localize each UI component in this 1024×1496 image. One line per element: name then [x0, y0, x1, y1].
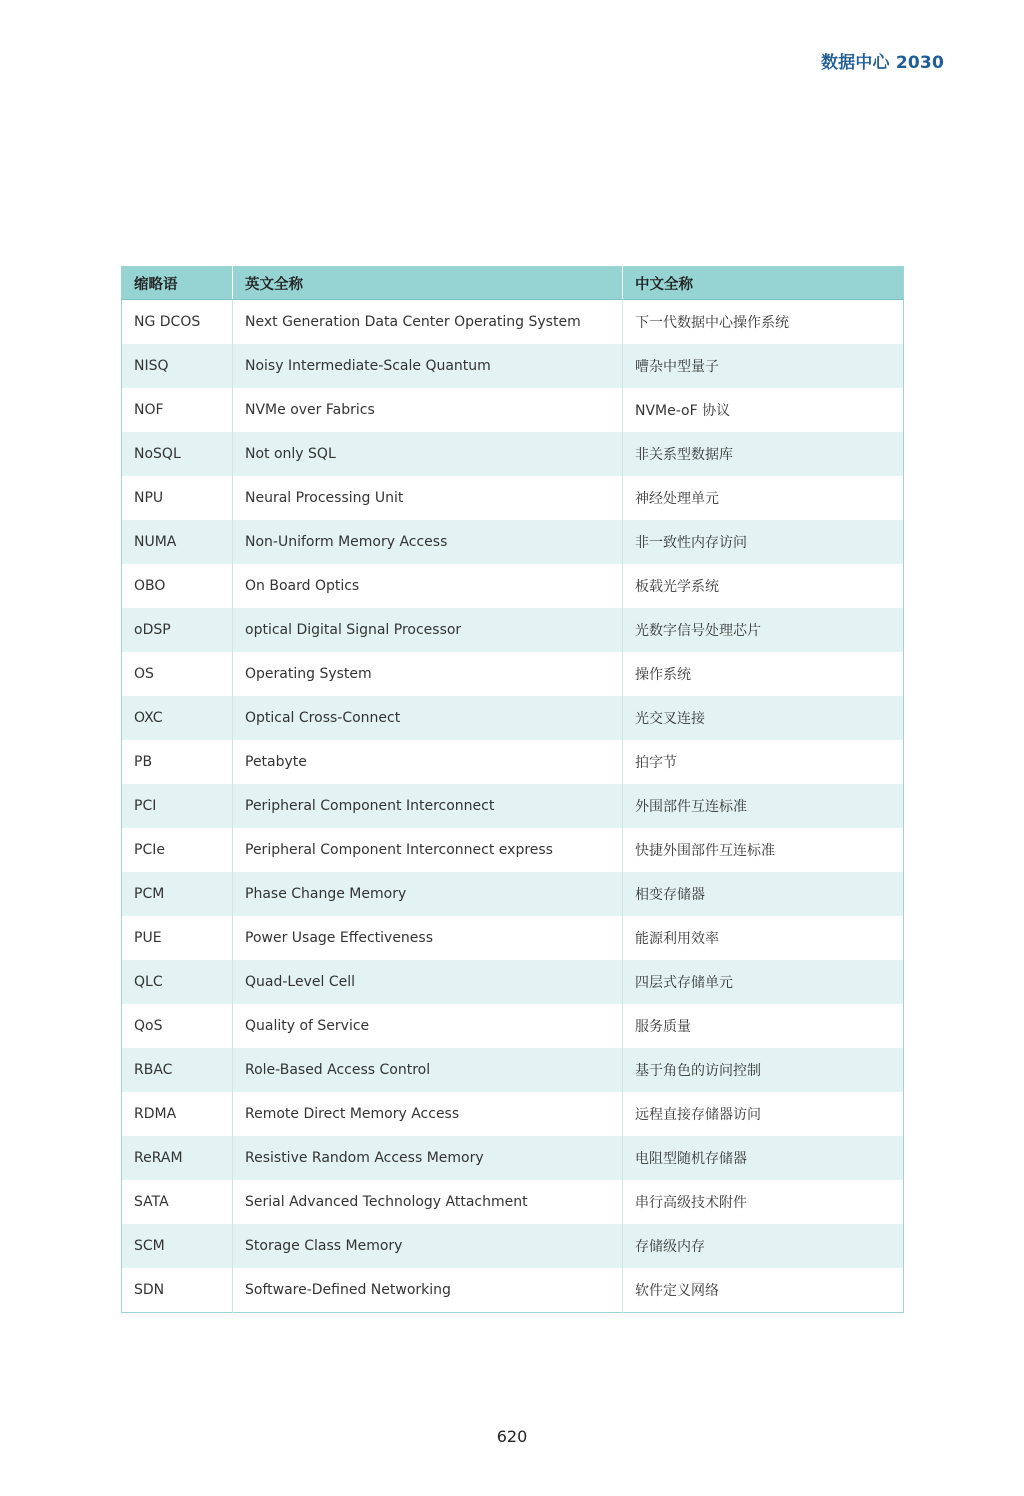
english-name-cell: Non-Uniform Memory Access [233, 520, 623, 564]
chinese-name-cell: 相变存储器 [623, 872, 904, 916]
abbreviation-cell: PB [122, 740, 233, 784]
table-row [122, 652, 904, 696]
abbreviation-cell: SATA [122, 1180, 233, 1224]
english-name-cell: Resistive Random Access Memory [233, 1136, 623, 1180]
abbreviation-cell: OBO [122, 564, 233, 608]
table-row [122, 872, 904, 916]
table-row [122, 476, 904, 520]
english-name-cell: Peripheral Component Interconnect express [233, 828, 623, 872]
table-row [122, 1224, 904, 1268]
chinese-name-cell: 四层式存储单元 [623, 960, 904, 1004]
chinese-name-cell: 基于角色的访问控制 [623, 1048, 904, 1092]
english-name-cell: Peripheral Component Interconnect [233, 784, 623, 828]
header-chinese-full-name: 中文全称 [623, 267, 904, 300]
table-header-row [122, 267, 904, 300]
table-row [122, 1136, 904, 1180]
chinese-name-cell: 非关系型数据库 [623, 432, 904, 476]
table-row [122, 344, 904, 388]
table-row [122, 696, 904, 740]
table-row [122, 432, 904, 476]
table-row [122, 740, 904, 784]
abbreviation-cell: NPU [122, 476, 233, 520]
abbreviation-cell: QoS [122, 1004, 233, 1048]
chinese-name-cell: 拍字节 [623, 740, 904, 784]
table-row [122, 828, 904, 872]
chinese-name-cell: 嘈杂中型量子 [623, 344, 904, 388]
page-number: 620 [496, 1427, 528, 1446]
english-name-cell: Storage Class Memory [233, 1224, 623, 1268]
abbreviation-cell: PCM [122, 872, 233, 916]
chinese-name-cell: 操作系统 [623, 652, 904, 696]
english-name-cell: NVMe over Fabrics [233, 388, 623, 432]
table-row [122, 300, 904, 345]
chinese-name-cell: 存储级内存 [623, 1224, 904, 1268]
table-row [122, 1048, 904, 1092]
chinese-name-cell: 电阻型随机存储器 [623, 1136, 904, 1180]
abbreviation-cell: PCIe [122, 828, 233, 872]
chinese-name-cell: NVMe-oF 协议 [623, 388, 904, 432]
english-name-cell: Quad-Level Cell [233, 960, 623, 1004]
table-row [122, 960, 904, 1004]
table-row [122, 1268, 904, 1313]
abbreviation-cell: QLC [122, 960, 233, 1004]
abbreviation-cell: NoSQL [122, 432, 233, 476]
chinese-name-cell: 远程直接存储器访问 [623, 1092, 904, 1136]
english-name-cell: Remote Direct Memory Access [233, 1092, 623, 1136]
english-name-cell: Phase Change Memory [233, 872, 623, 916]
abbreviation-cell: PCI [122, 784, 233, 828]
english-name-cell: Serial Advanced Technology Attachment [233, 1180, 623, 1224]
table-row [122, 520, 904, 564]
abbreviation-cell: NUMA [122, 520, 233, 564]
abbreviation-cell: ReRAM [122, 1136, 233, 1180]
running-header-title: 数据中心 2030 [820, 53, 944, 73]
abbreviation-cell: SCM [122, 1224, 233, 1268]
chinese-name-cell: 软件定义网络 [623, 1268, 904, 1313]
chinese-name-cell: 神经处理单元 [623, 476, 904, 520]
english-name-cell: Operating System [233, 652, 623, 696]
chinese-name-cell: 非一致性内存访问 [623, 520, 904, 564]
table-row [122, 784, 904, 828]
table-row [122, 608, 904, 652]
chinese-name-cell: 能源利用效率 [623, 916, 904, 960]
chinese-name-cell: 板载光学系统 [623, 564, 904, 608]
english-name-cell: Quality of Service [233, 1004, 623, 1048]
abbreviation-table [121, 266, 904, 1313]
header-english-full-name: 英文全称 [233, 267, 623, 300]
abbreviation-cell: NISQ [122, 344, 233, 388]
chinese-name-cell: 服务质量 [623, 1004, 904, 1048]
abbreviation-cell: OS [122, 652, 233, 696]
header-abbreviation: 缩略语 [122, 267, 233, 300]
english-name-cell: On Board Optics [233, 564, 623, 608]
english-name-cell: Neural Processing Unit [233, 476, 623, 520]
english-name-cell: Not only SQL [233, 432, 623, 476]
abbreviation-cell: oDSP [122, 608, 233, 652]
abbreviation-cell: NOF [122, 388, 233, 432]
english-name-cell: Petabyte [233, 740, 623, 784]
chinese-name-cell: 光交叉连接 [623, 696, 904, 740]
chinese-name-cell: 光数字信号处理芯片 [623, 608, 904, 652]
abbreviation-cell: NG DCOS [122, 300, 233, 345]
table-row [122, 388, 904, 432]
table-row [122, 1180, 904, 1224]
english-name-cell: Software-Defined Networking [233, 1268, 623, 1313]
english-name-cell: Power Usage Effectiveness [233, 916, 623, 960]
abbreviation-cell: PUE [122, 916, 233, 960]
abbreviation-cell: SDN [122, 1268, 233, 1313]
abbreviation-cell: OXC [122, 696, 233, 740]
table-row [122, 1004, 904, 1048]
english-name-cell: Optical Cross-Connect [233, 696, 623, 740]
table-row [122, 564, 904, 608]
table-body [122, 300, 904, 1313]
chinese-name-cell: 下一代数据中心操作系统 [623, 300, 904, 345]
english-name-cell: optical Digital Signal Processor [233, 608, 623, 652]
chinese-name-cell: 外围部件互连标准 [623, 784, 904, 828]
chinese-name-cell: 快捷外围部件互连标准 [623, 828, 904, 872]
table-row [122, 1092, 904, 1136]
english-name-cell: Noisy Intermediate-Scale Quantum [233, 344, 623, 388]
chinese-name-cell: 串行高级技术附件 [623, 1180, 904, 1224]
english-name-cell: Next Generation Data Center Operating System [233, 300, 623, 345]
table-header [122, 267, 904, 300]
table-row [122, 916, 904, 960]
abbreviation-cell: RBAC [122, 1048, 233, 1092]
english-name-cell: Role-Based Access Control [233, 1048, 623, 1092]
abbreviation-cell: RDMA [122, 1092, 233, 1136]
